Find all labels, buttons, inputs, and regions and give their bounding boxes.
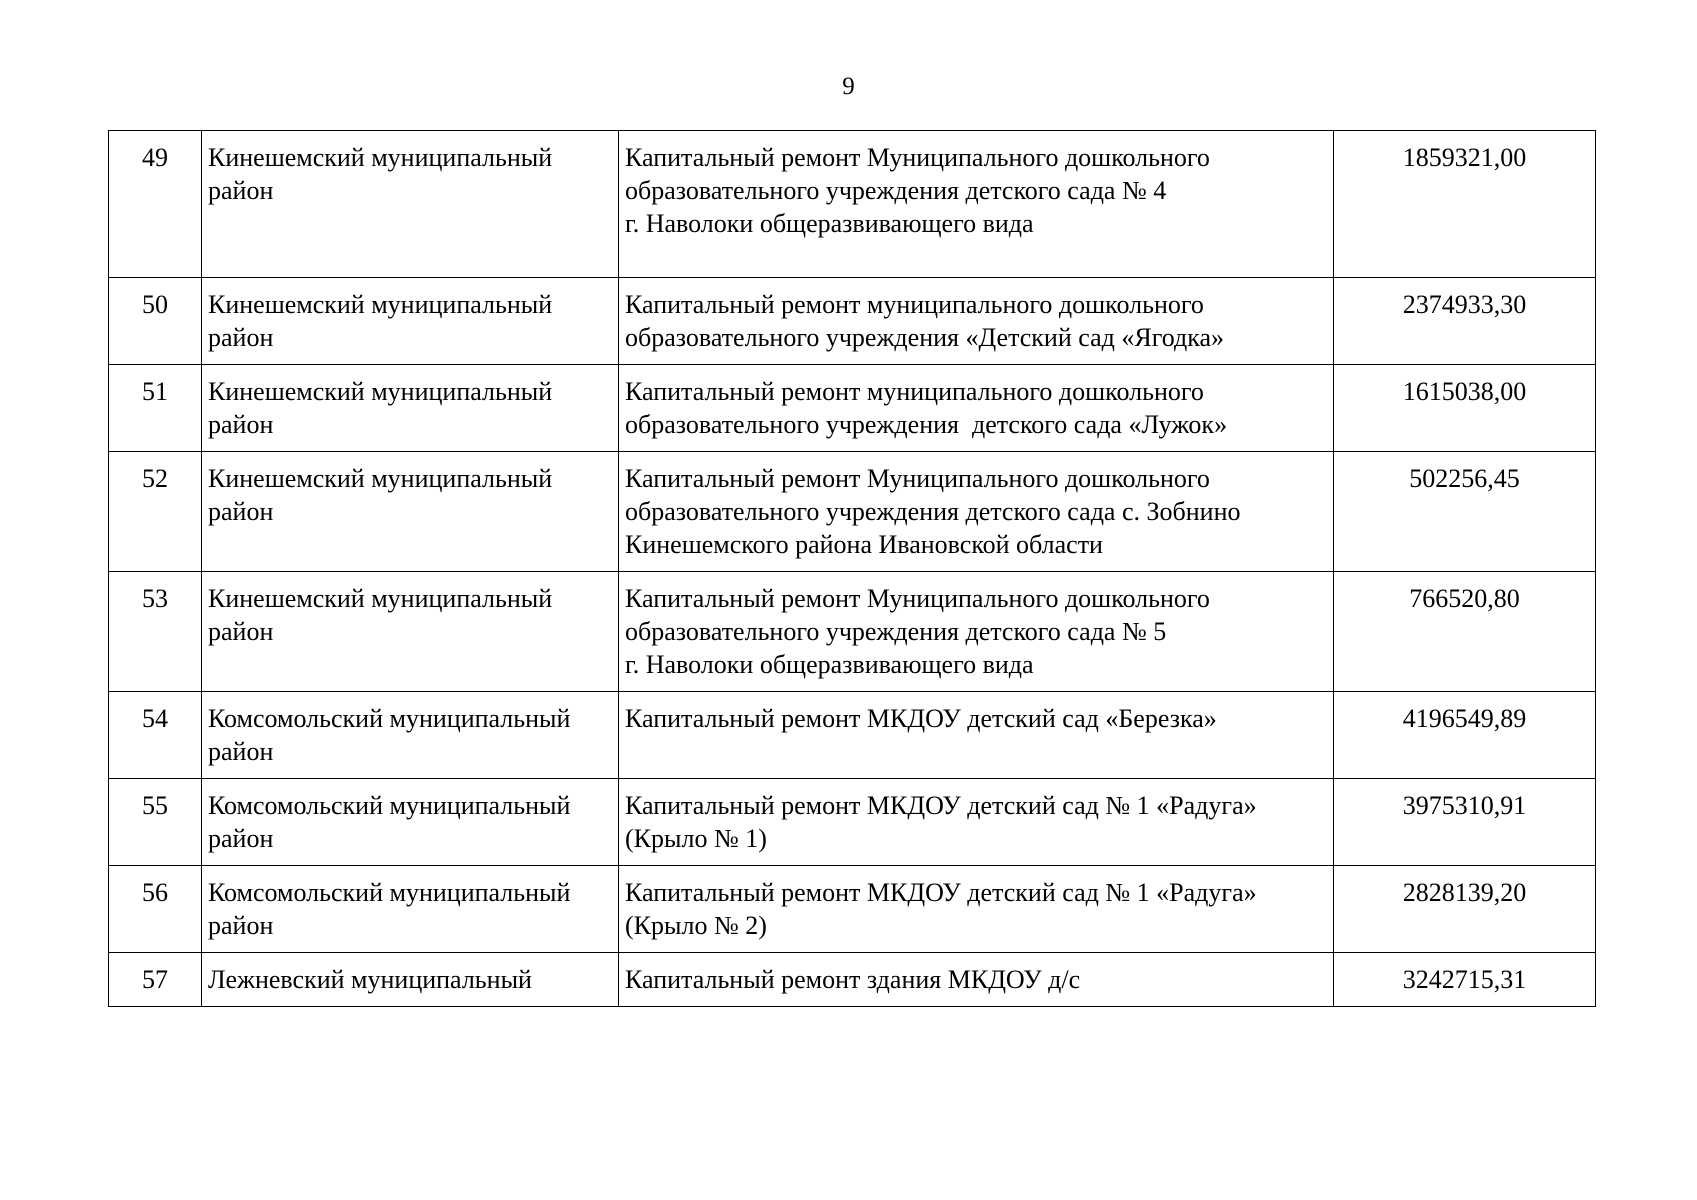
description-cell — [619, 452, 1334, 572]
description-line: (Крыло № 1) — [625, 824, 767, 853]
district-cell — [202, 278, 619, 365]
page-number: 9 — [842, 73, 855, 100]
description-line: г. Наволоки общеразвивающего вида — [625, 209, 1034, 238]
row-number: 51 — [109, 365, 202, 452]
amount-cell: 502256,45 — [1334, 452, 1596, 572]
district-line: район — [208, 737, 274, 766]
description-line: Кинешемского района Ивановской области — [625, 530, 1103, 559]
amount-cell: 1859321,00 — [1334, 131, 1596, 278]
amount-cell: 766520,80 — [1334, 572, 1596, 692]
description-line: Капитальный ремонт Муниципального дошкольного — [625, 143, 1210, 172]
description-cell — [619, 692, 1334, 779]
amount-cell: 4196549,89 — [1334, 692, 1596, 779]
description-cell — [619, 866, 1334, 953]
table-row — [109, 131, 1596, 278]
description-line: Капитальный ремонт муниципального дошкольного — [625, 377, 1204, 406]
description-cell — [619, 953, 1334, 1007]
description-line: образовательного учреждения детского сада № 4 — [625, 176, 1167, 205]
description-line: Капитальный ремонт МКДОУ детский сад № 1 «Радуга» — [625, 791, 1257, 820]
description-line: (Крыло № 2) — [625, 911, 767, 940]
description-line: Капитальный ремонт МКДОУ детский сад № 1 «Радуга» — [625, 878, 1257, 907]
row-number: 53 — [109, 572, 202, 692]
description-line: образовательного учреждения детского сада с. Зобнино — [625, 497, 1241, 526]
description-cell — [619, 131, 1334, 278]
amount-cell: 3975310,91 — [1334, 779, 1596, 866]
table-row — [109, 953, 1596, 1007]
row-number: 57 — [109, 953, 202, 1007]
funding-table — [108, 130, 1596, 1007]
description-cell — [619, 572, 1334, 692]
district-line: район — [208, 323, 274, 352]
amount-cell: 3242715,31 — [1334, 953, 1596, 1007]
row-number: 55 — [109, 779, 202, 866]
district-line: район — [208, 824, 274, 853]
district-line: Комсомольский муниципальный — [208, 878, 571, 907]
district-cell — [202, 365, 619, 452]
district-line: Кинешемский муниципальный — [208, 290, 553, 319]
district-line: Комсомольский муниципальный — [208, 791, 571, 820]
description-cell — [619, 779, 1334, 866]
district-cell — [202, 953, 619, 1007]
table-row — [109, 452, 1596, 572]
district-line: Кинешемский муниципальный — [208, 464, 553, 493]
district-line: Кинешемский муниципальный — [208, 143, 553, 172]
table-row — [109, 779, 1596, 866]
description-line: Капитальный ремонт Муниципального дошкольного — [625, 464, 1210, 493]
row-number: 56 — [109, 866, 202, 953]
district-cell — [202, 779, 619, 866]
description-line: Капитальный ремонт здания МКДОУ д/с — [625, 965, 1081, 994]
table-row — [109, 365, 1596, 452]
description-line: образовательного учреждения детского сада № 5 — [625, 617, 1167, 646]
row-number: 50 — [109, 278, 202, 365]
table-row — [109, 572, 1596, 692]
description-line: г. Наволоки общеразвивающего вида — [625, 650, 1034, 679]
description-line: Капитальный ремонт Муниципального дошкольного — [625, 584, 1210, 613]
district-line: Лежневский муниципальный — [208, 965, 532, 994]
district-cell — [202, 131, 619, 278]
district-line: Кинешемский муниципальный — [208, 377, 553, 406]
district-line: район — [208, 911, 274, 940]
table-row — [109, 278, 1596, 365]
description-line: Капитальный ремонт муниципального дошкольного — [625, 290, 1204, 319]
district-line: Кинешемский муниципальный — [208, 584, 553, 613]
description-line: образовательного учреждения «Детский сад «Ягодка» — [625, 323, 1225, 352]
district-cell — [202, 866, 619, 953]
district-cell — [202, 572, 619, 692]
row-number: 54 — [109, 692, 202, 779]
district-line: Комсомольский муниципальный — [208, 704, 571, 733]
amount-cell: 1615038,00 — [1334, 365, 1596, 452]
description-cell — [619, 278, 1334, 365]
district-line: район — [208, 497, 274, 526]
amount-cell: 2374933,30 — [1334, 278, 1596, 365]
district-line: район — [208, 176, 274, 205]
row-number: 52 — [109, 452, 202, 572]
table-row — [109, 692, 1596, 779]
row-number: 49 — [109, 131, 202, 278]
description-line: образовательного учреждения детского сада «Лужок» — [625, 410, 1228, 439]
table-row — [109, 866, 1596, 953]
description-line: Капитальный ремонт МКДОУ детский сад «Березка» — [625, 704, 1217, 733]
district-line: район — [208, 410, 274, 439]
district-line: район — [208, 617, 274, 646]
description-cell — [619, 365, 1334, 452]
district-cell — [202, 452, 619, 572]
district-cell — [202, 692, 619, 779]
amount-cell: 2828139,20 — [1334, 866, 1596, 953]
